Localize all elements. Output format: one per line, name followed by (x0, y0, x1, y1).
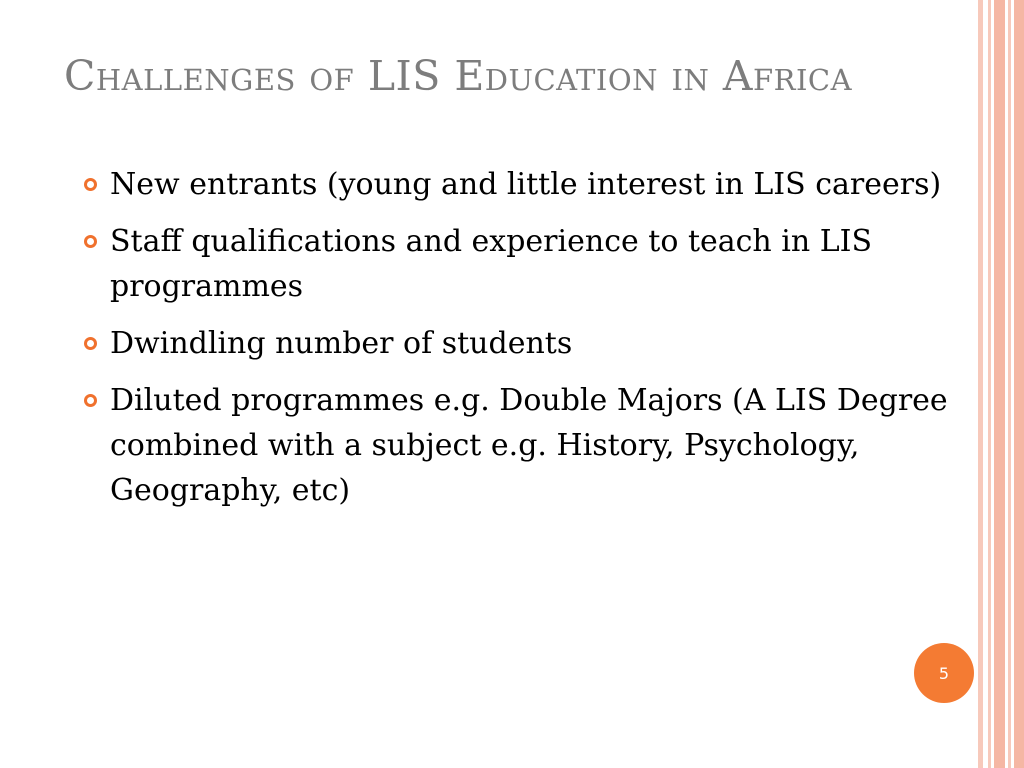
ring-bullet-icon (84, 394, 97, 407)
bullet-list (80, 162, 950, 525)
bullet-item (80, 219, 950, 309)
slide-title: Challenges of LIS Education in Africa (64, 52, 853, 100)
decorative-stripe (1008, 0, 1011, 768)
decorative-stripe (988, 0, 991, 768)
bullet-text: Diluted programmes e.g. Double Majors (A LIS Degree combined with a subject e.g. History, Psychology, Geography, etc) (110, 383, 948, 508)
bullet-text: Staff qualifications and experience to teach in LIS programmes (110, 224, 873, 304)
bullet-text: New entrants (young and little interest in LIS careers) (110, 167, 942, 202)
bullet-text: Dwindling number of students (110, 326, 573, 361)
ring-bullet-icon (84, 337, 97, 350)
decorative-stripe (978, 0, 983, 768)
decorative-stripe (1014, 0, 1024, 768)
page-number: 5 (938, 663, 950, 683)
decorative-stripe (994, 0, 1005, 768)
bullet-item (80, 321, 950, 366)
bullet-item (80, 162, 950, 207)
bullet-item (80, 378, 950, 513)
ring-bullet-icon (84, 235, 97, 248)
ring-bullet-icon (84, 178, 97, 191)
page-number-badge (914, 643, 974, 703)
